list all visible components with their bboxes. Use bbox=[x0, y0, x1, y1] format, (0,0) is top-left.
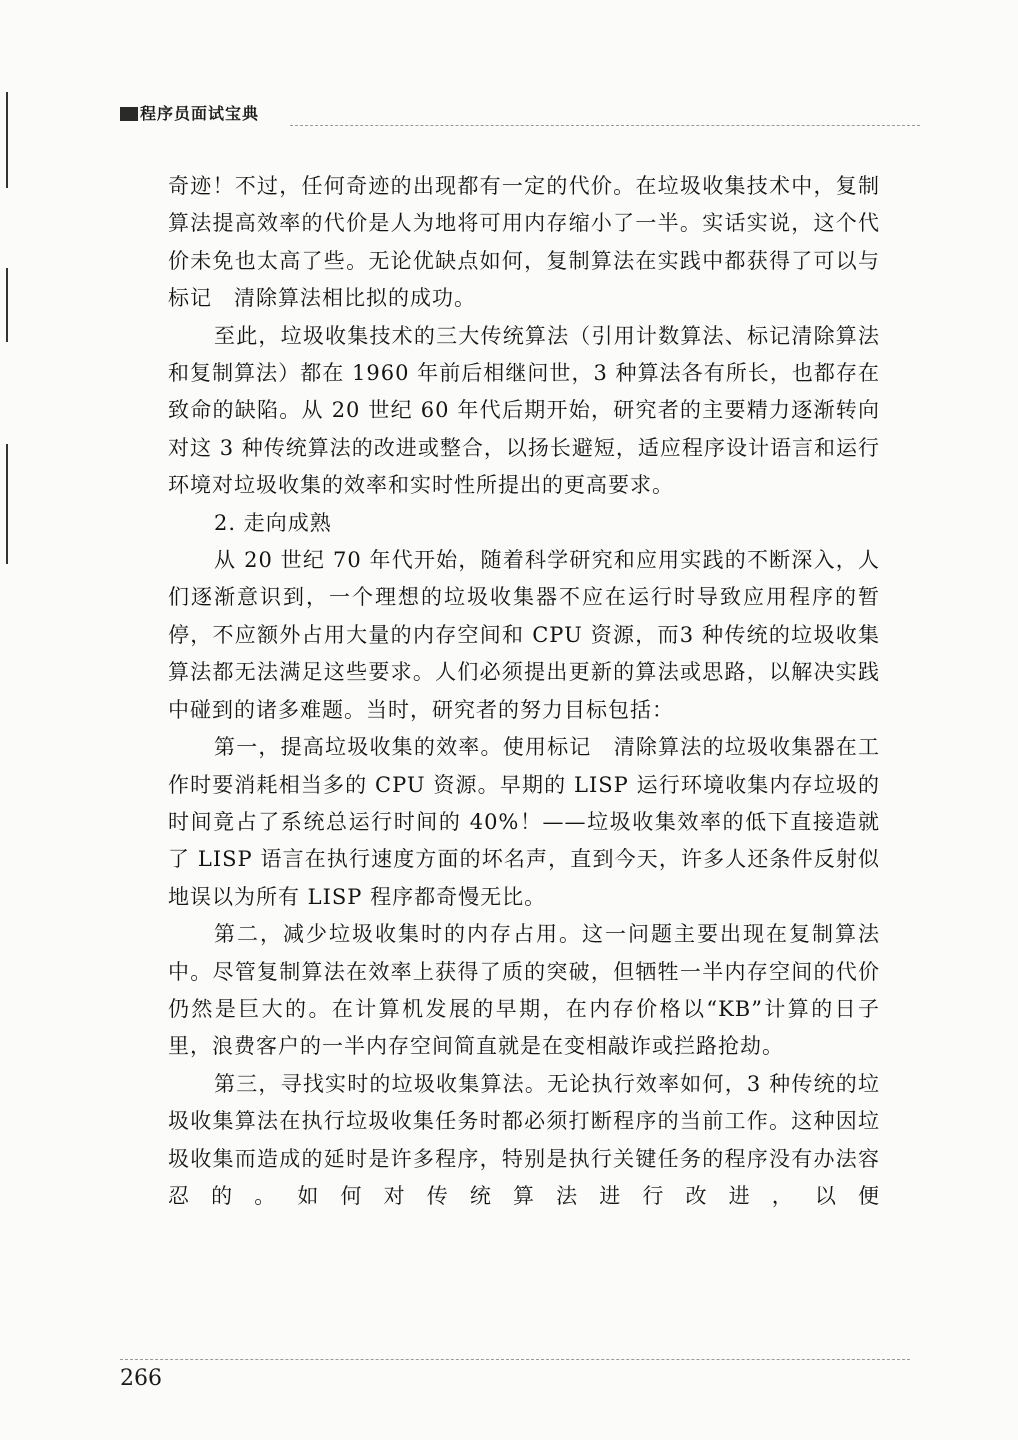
header-rule bbox=[290, 125, 920, 126]
body-text bbox=[168, 168, 880, 1215]
book-title: 程序员面试宝典 bbox=[140, 104, 260, 123]
scan-margin-line bbox=[6, 92, 8, 188]
paragraph-6: 第三，寻找实时的垃圾收集算法。无论执行效率如何，3 种传统的垃圾收集算法在执行垃圾收集任务时都必须打断程序的当前工作。这种因垃圾收集而造成的延时是许多程序，特别是执行关键任务的程序没有办法容忍的。如何对传统算法进行改进，以便 bbox=[168, 1071, 881, 1208]
footer-rule bbox=[120, 1359, 910, 1360]
paragraph-1: 奇迹！不过，任何奇迹的出现都有一定的代价。在垃圾收集技术中，复制算法提高效率的代价是人为地将可用内存缩小了一半。实话实说，这个代价未免也太高了些。无论优缺点如何，复制算法在实践中都获得了可以与标记 清除算法相比拟的成功。 bbox=[168, 174, 881, 311]
scan-margin-line bbox=[6, 268, 8, 342]
paragraph-5: 第二，减少垃圾收集时的内存占用。这一问题主要出现在复制算法中。尽管复制算法在效率上获得了质的突破，但牺牲一半内存空间的代价仍然是巨大的。在计算机发展的早期，在内存价格以“KB”计算的日子里，浪费客户的一半内存空间简直就是在变相敲诈或拦路抢劫。 bbox=[168, 922, 881, 1059]
paragraph-2: 至此，垃圾收集技术的三大传统算法（引用计数算法、标记清除算法和复制算法）都在 1960 年前后相继问世，3 种算法各有所长，也都存在致命的缺陷。从 20 世纪 60 年代后期开始，研究者的主要精力逐渐转向对这 3 种传统算法的改进或整合，以扬长避短，适应程序设计语言和运行环境对垃圾收集的效率和实时性所提出的更高要求。 bbox=[168, 323, 881, 498]
scan-margin-line bbox=[6, 444, 8, 564]
page-number: 266 bbox=[120, 1366, 162, 1391]
book-logo-icon bbox=[120, 107, 138, 121]
section-heading: 2. 走向成熟 bbox=[214, 510, 332, 535]
paragraph-3: 从 20 世纪 70 年代开始，随着科学研究和应用实践的不断深入，人们逐渐意识到，一个理想的垃圾收集器不应在运行时导致应用程序的暂停，不应额外占用大量的内存空间和 CPU 资源，而3 种传统的垃圾收集算法都无法满足这些要求。人们必须提出更新的算法或思路，以解决实践中碰到的诸多难题。当时，研究者的努力目标包括： bbox=[168, 548, 881, 722]
paragraph-4: 第一，提高垃圾收集的效率。使用标记 清除算法的垃圾收集器在工作时要消耗相当多的 CPU 资源。早期的 LISP 运行环境收集内存垃圾的时间竟占了系统总运行时间的 40%！——垃圾收集效率的低下直接造就了 LISP 语言在执行速度方面的坏名声，直到今天，许多人还条件反射似地误以为所有 LISP 程序都奇慢无比。 bbox=[168, 735, 881, 909]
running-header bbox=[120, 101, 259, 124]
